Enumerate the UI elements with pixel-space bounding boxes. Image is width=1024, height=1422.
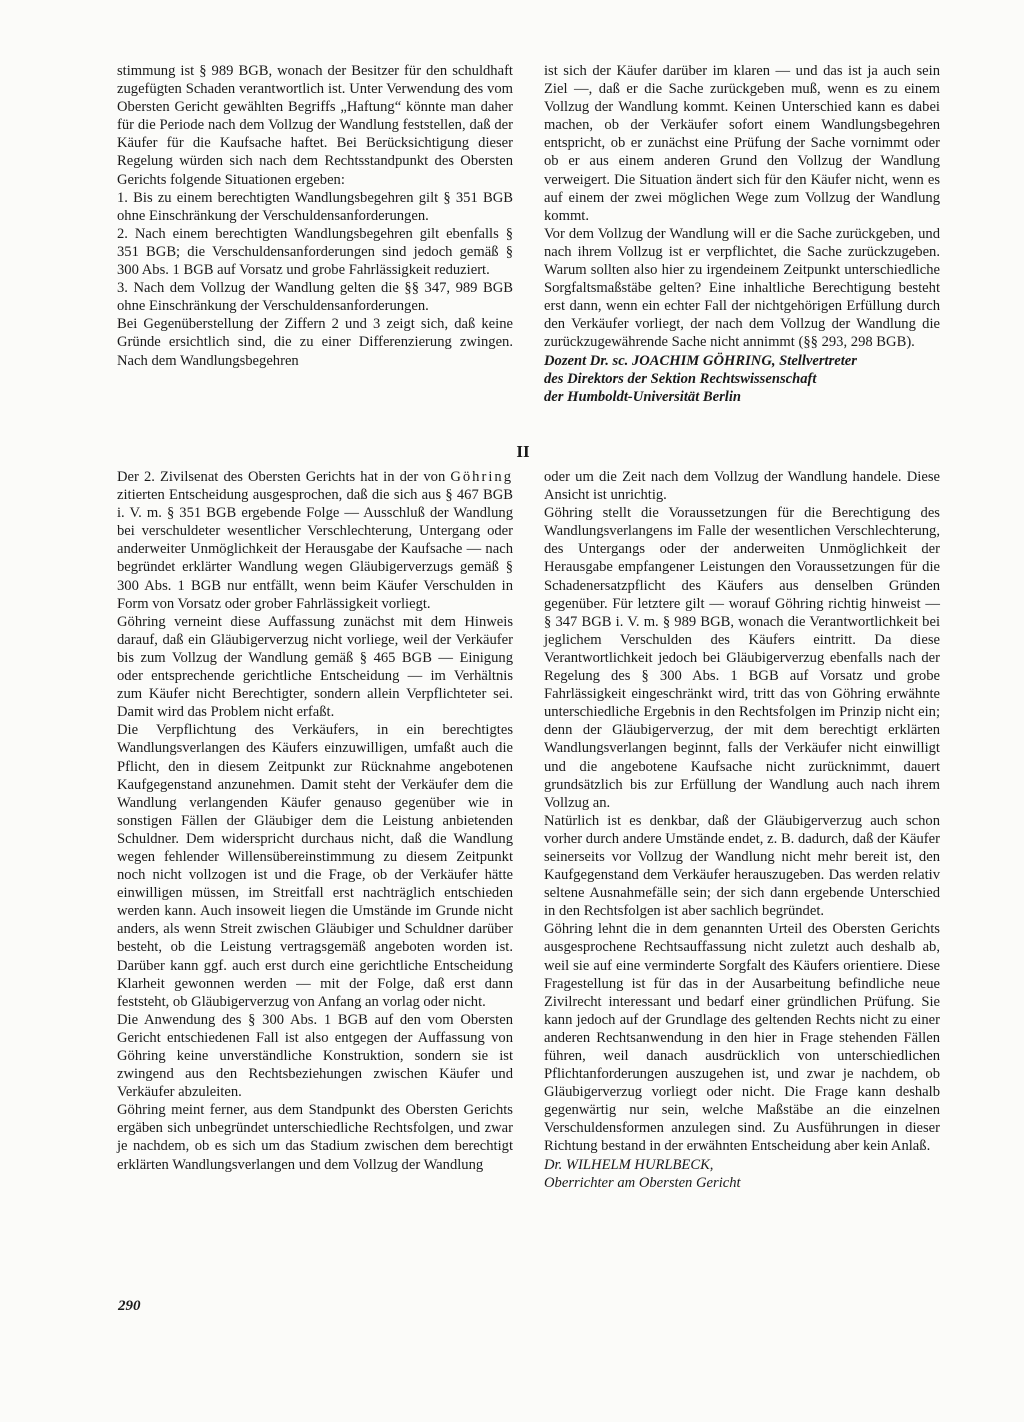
author-signature-line: des Direktors der Sektion Rechtswissenschaft [544,370,817,387]
author-signature-line: der Humboldt-Universität Berlin [544,388,742,405]
text-run: Der 2. Zivilsenat des Obersten Gerichts hat in der von [117,469,446,485]
paragraph: Göhring meint ferner, aus dem Standpunkt des Obersten Gerichts ergäben sich unbegründet unterschiedliche Rechtsfolgen, und zwar je nachdem, ob es sich um das Stadium zwischen dem berechtigt erklärten Wandlungsverlangen und dem Vollzug der Wandlung [117,1102,513,1173]
paragraph: Bei Gegenüberstellung der Ziffern 2 und 3 zeigt sich, daß keine Gründe ersichtlich sind, die zu einer Differenzierung zwingen. Nach dem Wandlungsbegehren [117,316,513,369]
page-number: 290 [118,1298,141,1314]
text-run: zitierten Entscheidung ausgesprochen, daß die sich aus § 467 BGB i. V. m. § 351 BGB ergebende Folge — Ausschluß der Wandlung bei verschuldeter wesentlicher Verschlechterung, Untergang oder anderweiter Unmöglichkeit der Herausgabe der Kaufsache — nach begründet erklärter Wandlung wegen Gläubigerverzugs gemäß § 300 Abs. 1 BGB nur entfällt, wenn beim Käufer Verschulden in Form von Vorsatz oder grober Fahrlässigkeit vorliegt. [117,487,513,612]
column-bottom-left [117,468,513,1174]
paragraph: Natürlich ist es denkbar, daß der Gläubigerverzug auch schon vorher durch andere Umstände endet, z. B. dadurch, daß der Käufer seinerseits vor Vollzug der Wandlung nicht mehr bereit ist, den Kaufgegenstand dem Verkäufer herauszugeben. Das werden relativ seltene Ausnahmefälle sein; der sich dann ergebende Unterschied in den Rechtsfolgen ist aber sachlich begründet. [544,812,940,920]
author-signature-line: Dozent Dr. sc. JOACHIM GÖHRING, Stellvertreter [544,352,857,369]
author-name: Göhring [450,469,513,485]
paragraph [117,468,513,613]
paragraph: Die Anwendung des § 300 Abs. 1 BGB auf den vom Obersten Gericht entschiedenen Fall ist also entgegen der Auffassung von Göhring keine unverständliche Konstruktion, sondern sie ist zwingend aus den Rechtsbeziehungen zwischen Käufer und Verkäufer abzuleiten. [117,1011,513,1101]
author-signature-line: Dr. WILHELM HURLBECK, [544,1156,714,1173]
section-heading: II [516,442,530,461]
paragraph: 1. Bis zu einem berechtigten Wandlungsbegehren gilt § 351 BGB ohne Einschränkung der Verschuldensanforderungen. [117,189,513,224]
paragraph: Vor dem Vollzug der Wandlung will er die Sache zurückgeben, und nach ihrem Vollzug ist er verpflichtet, die Sache zurückzugeben. Warum sollten also hier zu irgendeinem Zeitpunkt unterschiedliche Sorgfaltsmaßstäbe gelten? Eine inhaltliche Berechtigung besteht erst dann, wenn ein echter Fall der nichtgehörigen Erfüllung durch den Verkäufer vorliegt, der nach dem Vollzug der Wandlung die zurückzugewährende Sache nicht annimmt (§§ 293, 298 BGB). [544,225,940,351]
column-top-left [117,62,513,370]
author-signature-line: Oberrichter am Obersten Gericht [544,1174,741,1191]
column-bottom-right [544,468,940,1192]
paragraph: Göhring stellt die Voraussetzungen für die Berechtigung des Wandlungsverlangens im Falle der wesentlichen Verschlechterung, des Untergangs oder der anderweiten Unmöglichkeit der Herausgabe empfangener Leistungen den Voraussetzungen für die Schadenersatzpflicht des Käufers aus denselben Gründen gegenüber. Für letztere gilt — worauf Göhring richtig hinweist — § 347 BGB i. V. m. § 989 BGB, wonach die Verantwortlichkeit bei jeglichem Verschulden des Käufers eintritt. Da diese Verantwortlichkeit jedoch bei Gläubigerverzug ebenfalls nach der Regelung des § 300 Abs. 1 BGB auf Vorsatz und grobe Fahrlässigkeit eingeschränkt wird, tritt das von Göhring erwähnte unterschiedliche Ergebnis in den Rechtsfolgen im Prinzip nicht ein; denn der Gläubigerverzug, der mit dem berechtigt erklärten Wandlungsverlangen beginnt, falls der Verkäufer nicht einwilligt und die angebotene Kaufsache nicht zurücknimmt, dauert grundsätzlich bis zur Erfüllung der Wandlung auch nach ihrem Vollzug an. [544,505,940,811]
paragraph: 2. Nach einem berechtigten Wandlungsbegehren gilt ebenfalls § 351 BGB; die Verschuldensanforderungen sind jedoch gemäß § 300 Abs. 1 BGB auf Vorsatz und grobe Fahrlässigkeit reduziert. [117,225,513,279]
paragraph: oder um die Zeit nach dem Vollzug der Wandlung handele. Diese Ansicht ist unrichtig. [544,469,940,504]
paragraph: 3. Nach dem Vollzug der Wandlung gelten die §§ 347, 989 BGB ohne Einschränkung der Verschuldensanforderungen. [117,280,513,315]
paragraph: Göhring lehnt die in dem genannten Urteil des Obersten Gerichts ausgesprochene Rechtsauffassung nicht zuletzt auch deshalb ab, weil sie auf eine verminderte Sorgfalt des Käufers orientiere. Diese Fragestellung ist für das in der Ausarbeitung befindliche neue Zivilrecht interessant und bedarf einer gründlichen Prüfung. Sie kann jedoch auf der Grundlage des geltenden Rechts nicht zu einer anderen Rechtsanwendung in den hier in Frage stehenden Fällen führen, weil danach ausdrücklich von unterschiedlichen Pflichtanforderungen auszugehen ist, und zwar je nachdem, ob Gläubigerverzug vorliegt oder nicht. Die Frage kann deshalb gegenwärtig nur sein, welche Maßstäbe an die einzelnen Verschuldensformen anzulegen sind. Zu Ausführungen in dieser Richtung bestand in der erwähnten Entscheidung aber kein Anlaß. [544,921,940,1155]
paragraph: Die Verpflichtung des Verkäufers, in ein berechtigtes Wandlungsverlangen des Käufers einzuwilligen, umfaßt auch die Pflicht, den in diesem Zeitpunkt zur Rücknahme angebotenen Kaufgegenstand anzunehmen. Damit steht der Verkäufer dem die Wandlung verlangenden Käufer genauso gegenüber wie in sonstigen Fällen der Gläubiger dem die Leistung anbietenden Schuldner. Dem widerspricht durchaus nicht, daß die Wandlung wegen fehlender Willensübereinstimmung zu diesem Zeitpunkt noch nicht vollzogen ist und die Frage, ob der Verkäufer hätte einwilligen müssen, im Streitfall erst nachträglich entschieden werden kann. Auch insoweit liegen die Umstände im Grunde nicht anders, als wenn Streit zwischen Gläubiger und Schuldner darüber besteht, ob die Leistung vertragsgemäß angeboten worden ist. Darüber kann ggf. auch erst durch eine gerichtliche Entscheidung Klarheit gewonnen werden — mit der Folge, daß erst dann feststeht, ob Gläubigerverzug von Anfang an vorlag oder nicht. [117,722,513,1010]
paragraph: stimmung ist § 989 BGB, wonach der Besitzer für den schuldhaft zugefügten Schaden verantwortlich ist. Unter Verwendung des vom Obersten Gericht gewählten Begriffs „Haftung“ könnte man daher für die Periode nach dem Vollzug der Wandlung feststellen, daß der Käufer für die Kaufsache haftet. Bei Berücksichtigung dieser Regelung würden sich nach dem Rechtsstandpunkt des Obersten Gerichts folgende Situationen ergeben: [117,63,513,188]
paragraph: Göhring verneint diese Auffassung zunächst mit dem Hinweis darauf, daß ein Gläubigerverzug nicht vorliege, weil der Verkäufer bis zum Vollzug der Wandlung gemäß § 465 BGB — Einigung oder entsprechende gerichtliche Entscheidung — im Verhältnis zum Käufer nicht Berechtigter, sondern allein Verpflichteter sei. Damit wird das Problem nicht erfaßt. [117,613,513,721]
column-top-right [544,62,940,406]
paragraph: ist sich der Käufer darüber im klaren — und das ist ja auch sein Ziel —, daß er die Sache zurückgeben muß, wenn es zu einem Vollzug der Wandlung kommt. Keinen Unterschied kann es dabei machen, ob der Verkäufer sofort einem Wandlungsbegehren entspricht, ob er zunächst eine Prüfung der Sache vornimmt oder ob er aus einem anderen Grund den Vollzug der Wandlung verweigert. Die Situation ändert sich für den Käufer nicht, wenn es auf einem der zwei möglichen Wege zum Vollzug der Wandlung kommt. [544,63,940,224]
